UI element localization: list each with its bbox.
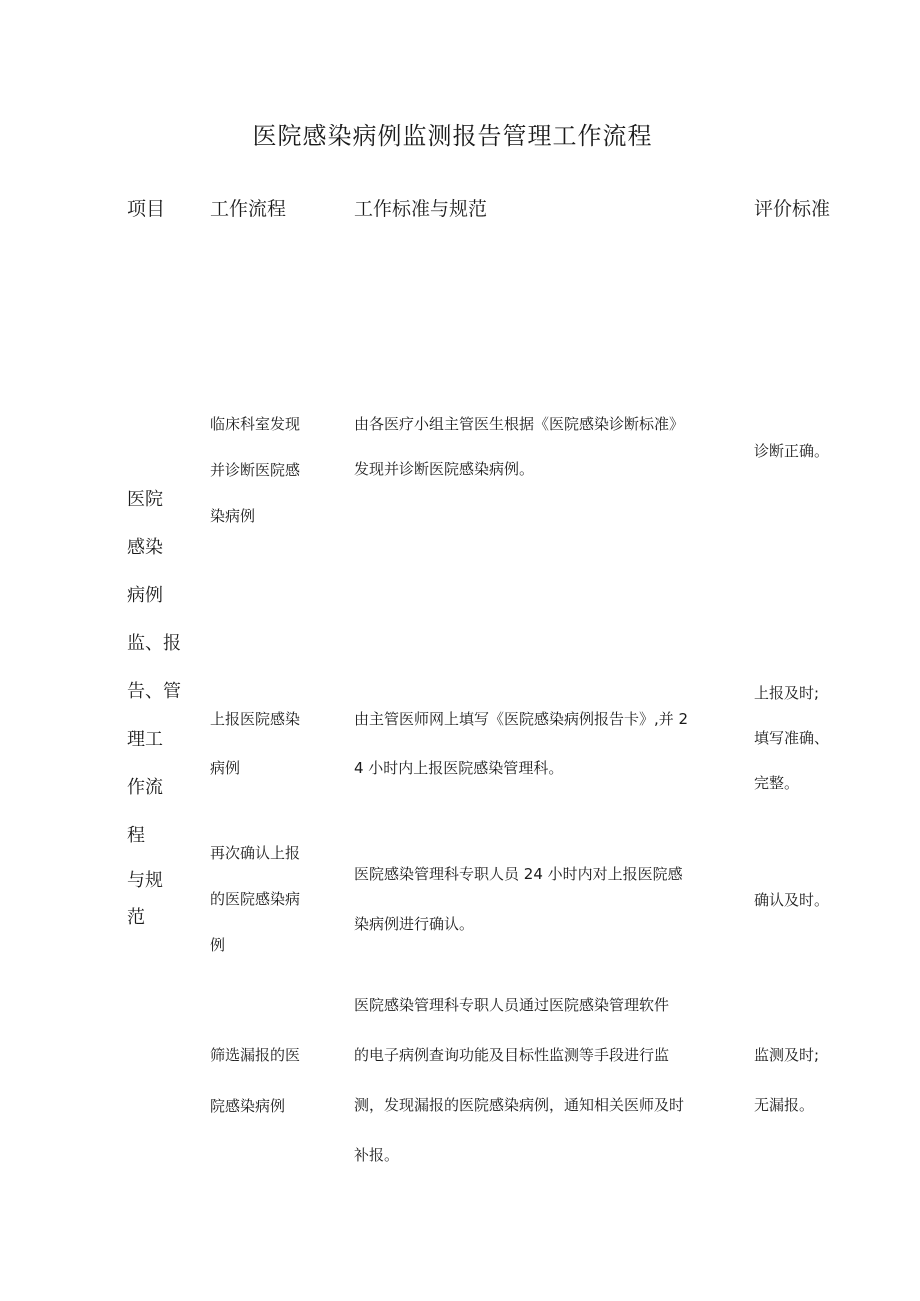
project-line: 监、报 bbox=[127, 633, 181, 654]
project-line: 理工 bbox=[127, 729, 163, 750]
standard-line: 由各医疗小组主管医生根据《医院感染诊断标准》 bbox=[354, 415, 685, 433]
evaluation-line: 完整。 bbox=[754, 774, 800, 792]
header-process: 工作流程 bbox=[210, 198, 287, 220]
evaluation-line: 上报及时; bbox=[754, 684, 820, 702]
row-1-standard bbox=[354, 414, 684, 504]
evaluation-line: 无漏报。 bbox=[754, 1096, 815, 1114]
process-line: 临床科室发现 bbox=[210, 415, 301, 433]
row-2-process bbox=[210, 709, 300, 804]
process-line: 例 bbox=[210, 936, 226, 954]
project-line: 医院 bbox=[127, 489, 163, 510]
process-line: 院感染病例 bbox=[210, 1097, 286, 1115]
row-3-standard bbox=[354, 864, 683, 964]
project-line: 感染 bbox=[127, 537, 163, 558]
project-line: 告、管 bbox=[127, 681, 181, 702]
standard-line: 补报。 bbox=[354, 1146, 400, 1164]
project-cell bbox=[127, 489, 181, 955]
process-line: 并诊断医院感 bbox=[210, 461, 301, 479]
process-line: 筛选漏报的医 bbox=[210, 1046, 301, 1064]
process-line: 病例 bbox=[210, 759, 241, 777]
evaluation-line: 确认及时。 bbox=[754, 891, 830, 909]
row-4-standard bbox=[354, 995, 684, 1195]
page-title: 医院感染病例监测报告管理工作流程 bbox=[252, 122, 653, 150]
row-3-evaluation bbox=[754, 890, 829, 935]
process-line: 染病例 bbox=[210, 507, 256, 525]
project-line: 病例 bbox=[127, 585, 163, 606]
standard-line: 测，发现漏报的医院感染病例，通知相关医师及时 bbox=[354, 1096, 685, 1114]
standard-line: 医院感染管理科专职人员通过医院感染管理软件 bbox=[354, 996, 670, 1014]
row-3-process bbox=[210, 843, 300, 981]
standard-line: 由主管医师网上填写《医院感染病例报告卡》,并 2 bbox=[354, 710, 689, 728]
standard-line: 医院感染管理科专职人员 24 小时内对上报医院感 bbox=[354, 865, 683, 883]
project-line: 范 bbox=[127, 907, 145, 928]
project-line: 程 bbox=[127, 825, 145, 846]
evaluation-line: 监测及时; bbox=[754, 1046, 820, 1064]
row-1-evaluation bbox=[754, 441, 829, 486]
standard-line: 4 小时内上报医院感染管理科。 bbox=[354, 759, 564, 777]
project-line: 与规 bbox=[127, 870, 163, 891]
evaluation-line: 填写准确、 bbox=[754, 729, 830, 747]
header-standard: 工作标准与规范 bbox=[354, 198, 488, 220]
header-project: 项目 bbox=[127, 198, 166, 220]
row-2-evaluation bbox=[754, 683, 829, 818]
header-evaluation: 评价标准 bbox=[754, 198, 831, 220]
row-4-process bbox=[210, 1045, 300, 1142]
evaluation-line: 诊断正确。 bbox=[754, 442, 830, 460]
process-line: 上报医院感染 bbox=[210, 710, 301, 728]
row-2-standard bbox=[354, 709, 688, 808]
process-line: 的医院感染病 bbox=[210, 890, 301, 908]
standard-line: 染病例进行确认。 bbox=[354, 915, 475, 933]
row-1-process bbox=[210, 414, 300, 552]
row-4-evaluation bbox=[754, 1045, 819, 1145]
standard-line: 的电子病例查询功能及目标性监测等手段进行监 bbox=[354, 1046, 670, 1064]
project-line: 作流 bbox=[127, 777, 163, 798]
process-line: 再次确认上报 bbox=[210, 844, 301, 862]
standard-line: 发现并诊断医院感染病例。 bbox=[354, 460, 535, 478]
